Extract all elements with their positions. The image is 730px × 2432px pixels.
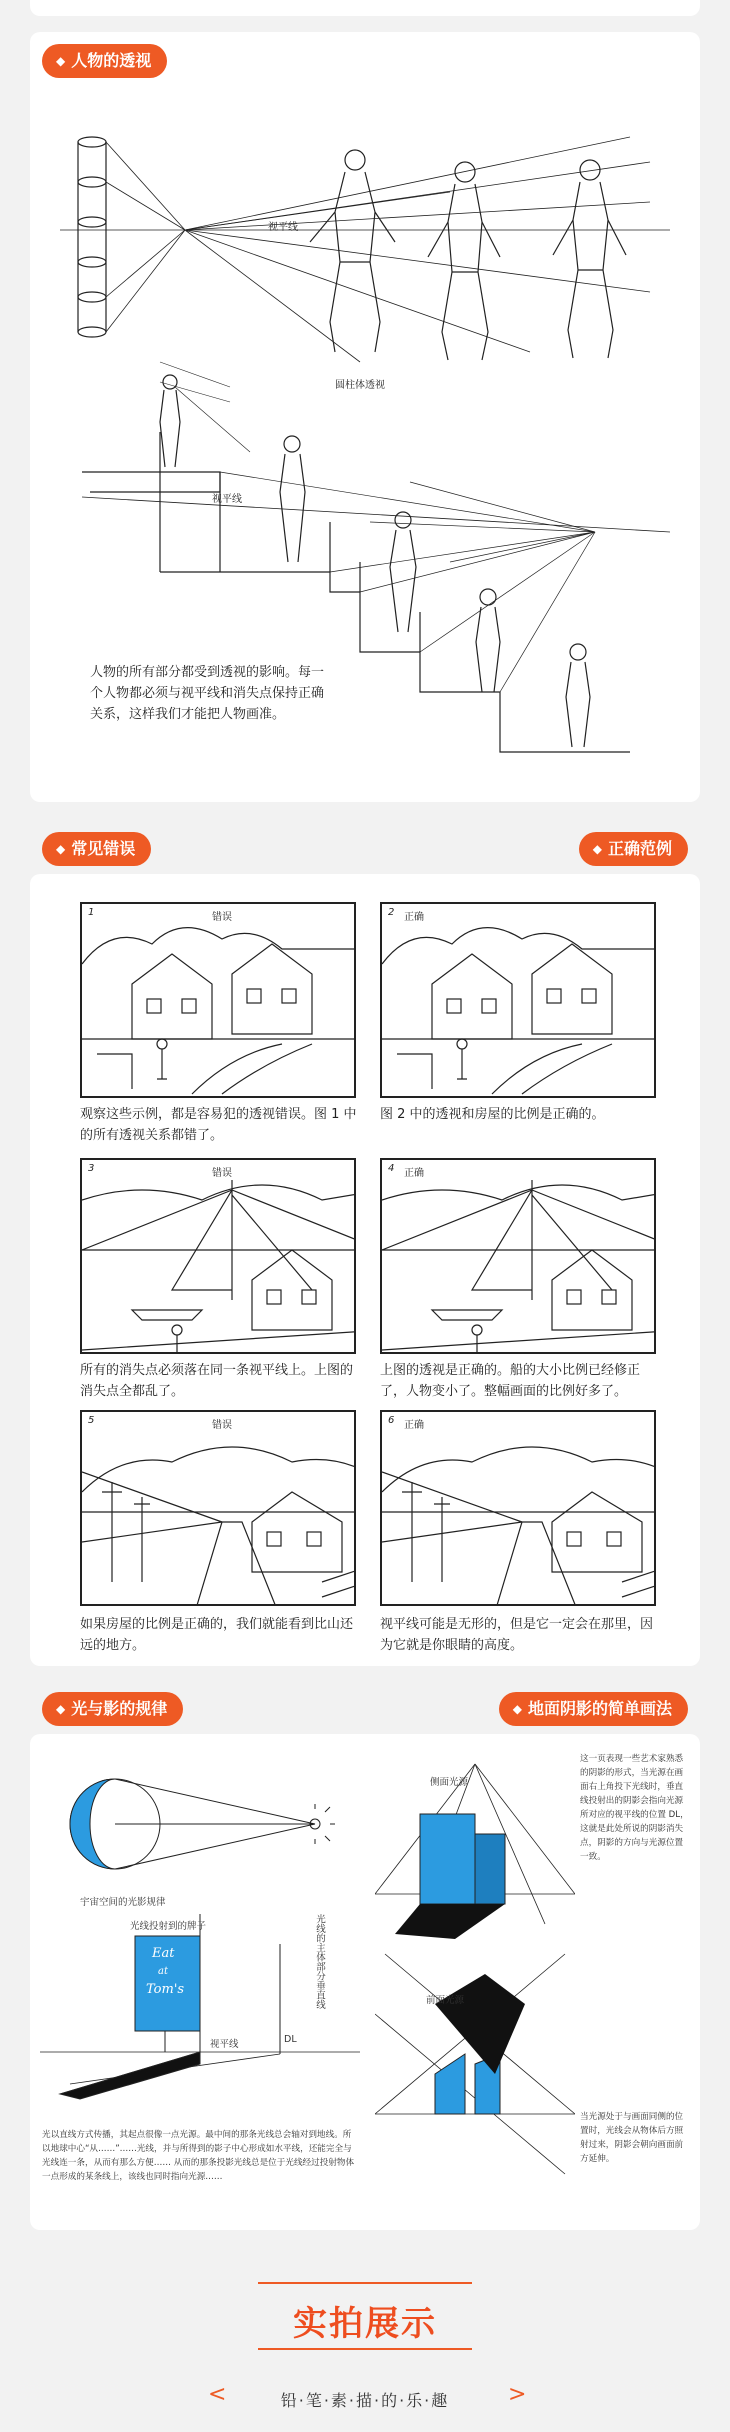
footer-title: 实拍展示 — [293, 2304, 437, 2344]
caption-4: 上图的透视是正确的。船的大小比例已经修正了，人物变小了。整幅画面的比例好多了。 — [380, 1363, 641, 1399]
sign-text-3: Tom's — [146, 1982, 185, 1997]
chevron-right-icon: > — [508, 2382, 527, 2407]
cylinder-label: 圆柱体透视 — [335, 380, 385, 391]
front-light-note: 前面光源 — [426, 1995, 465, 2006]
caption-3: 所有的消失点必须落在同一条视平线上。上图的消失点全都乱了。 — [80, 1363, 354, 1399]
example-frame-6 — [380, 1410, 656, 1606]
footer-bottom-line — [258, 2348, 472, 2350]
horizon-label-2: 视平线 — [212, 494, 242, 505]
diamond-icon: ◆ — [592, 842, 602, 856]
diamond-icon: ◆ — [56, 842, 66, 856]
example-frame-5 — [80, 1410, 356, 1606]
tag-text: 地面阴影的简单画法 — [527, 1699, 672, 1718]
frame-label: 错误 — [212, 1168, 232, 1179]
example-frame-3 — [80, 1158, 356, 1354]
example-frame-4 — [380, 1158, 656, 1354]
ground-shadow-illustration — [375, 1754, 575, 2204]
caption-5: 如果房屋的比例是正确的，我们就能看到比山还远的地方。 — [80, 1617, 354, 1653]
sign-text-1: Eat — [152, 1946, 175, 1961]
section-tag-mistakes — [42, 832, 151, 866]
vertical-note: 光线的主体部分垂直线 — [314, 1914, 325, 2009]
chevron-left-icon: < — [208, 2382, 227, 2407]
figure-perspective-caption: 人物的所有部分都受到透视的影响。每一个人物都必须与视平线和消失点保持正确关系，这样我们才能把人物画准。 — [90, 665, 325, 722]
section-tag-light-shadow — [42, 1692, 183, 1726]
frame-label: 正确 — [404, 912, 424, 923]
frame-label: 正确 — [404, 1420, 424, 1431]
section-tag-ground-shadow — [499, 1692, 688, 1726]
mistakes-card — [30, 839, 700, 1666]
previous-card — [30, 0, 700, 16]
frame-label: 正确 — [404, 1168, 424, 1179]
ground-shadow-paragraph-2: 当光源处于与画面同侧的位置时，光线会从物体后方照射过来，阴影会朝向画面前方延伸。 — [580, 2112, 684, 2164]
sign-label: 光线投射到的牌子 — [130, 1921, 207, 1932]
frame-number: 1 — [88, 907, 95, 918]
frame-number: 5 — [88, 1415, 95, 1426]
caption-2: 图 2 中的透视和房屋的比例是正确的。 — [380, 1107, 605, 1122]
example-frame-2 — [380, 902, 656, 1098]
figure-perspective-card — [30, 32, 700, 802]
horizon-label-1: 视平线 — [268, 222, 298, 233]
side-light-note: 侧面光源 — [430, 1777, 469, 1788]
footer-subtitle: 铅·笔·素·描·的·乐·趣 — [280, 2391, 450, 2410]
frame-label: 错误 — [212, 912, 232, 923]
ground-shadow-paragraph-1: 这一页表现一些艺术家熟悉的阴影的形式，当光源在画面右上角投下光线时，垂直线投射出的阴影会指向光源所对应的视平线的位置 DL，这就是此处所说的阴影消失点，阴影的方向与光源位置一致。 — [580, 1754, 689, 1862]
light-shadow-paragraph: 光以直线方式传播，其起点很像一点光源。最中间的那条光线总会轴对到地线。所以地球中心“从……”……光线，并与所得到的影子中心形成如水平线，还能完全与光线连一条，从而有那么方便…… 从而的那条投影光线总是位于光线经过投射物体一点形成的某条线上，该线也同时指向光源…… — [42, 2130, 355, 2182]
sign-text-2: at — [158, 1966, 168, 1977]
tag-text: 常见错误 — [71, 839, 136, 858]
tag-text: 正确范例 — [607, 839, 672, 858]
section-tag-figure-perspective — [42, 44, 167, 78]
frame-label: 错误 — [212, 1420, 232, 1431]
dl-note: DL — [284, 2034, 297, 2045]
frame-number: 4 — [388, 1163, 395, 1174]
caption-6: 视平线可能是无形的，但是它一定会在那里，因为它就是你眼睛的高度。 — [380, 1617, 654, 1653]
frame-number: 6 — [388, 1415, 395, 1426]
diamond-icon: ◆ — [512, 1702, 522, 1716]
horizon-note: 视平线 — [210, 2039, 239, 2050]
caption-1: 观察这些示例，都是容易犯的透视错误。图 1 中的所有透视关系都错了。 — [80, 1107, 357, 1143]
footer-top-line — [258, 2282, 472, 2284]
diamond-icon: ◆ — [56, 54, 66, 68]
light-shadow-card — [30, 1699, 700, 2230]
tag-text: 人物的透视 — [71, 51, 152, 70]
frame-number: 3 — [88, 1163, 95, 1174]
sun-caption: 宇宙空间的光影规律 — [80, 1897, 166, 1908]
example-frame-1 — [80, 902, 356, 1098]
frame-number: 2 — [388, 907, 395, 918]
tag-text: 光与影的规律 — [71, 1699, 168, 1718]
section-tag-correct — [579, 832, 688, 866]
diamond-icon: ◆ — [56, 1702, 66, 1716]
